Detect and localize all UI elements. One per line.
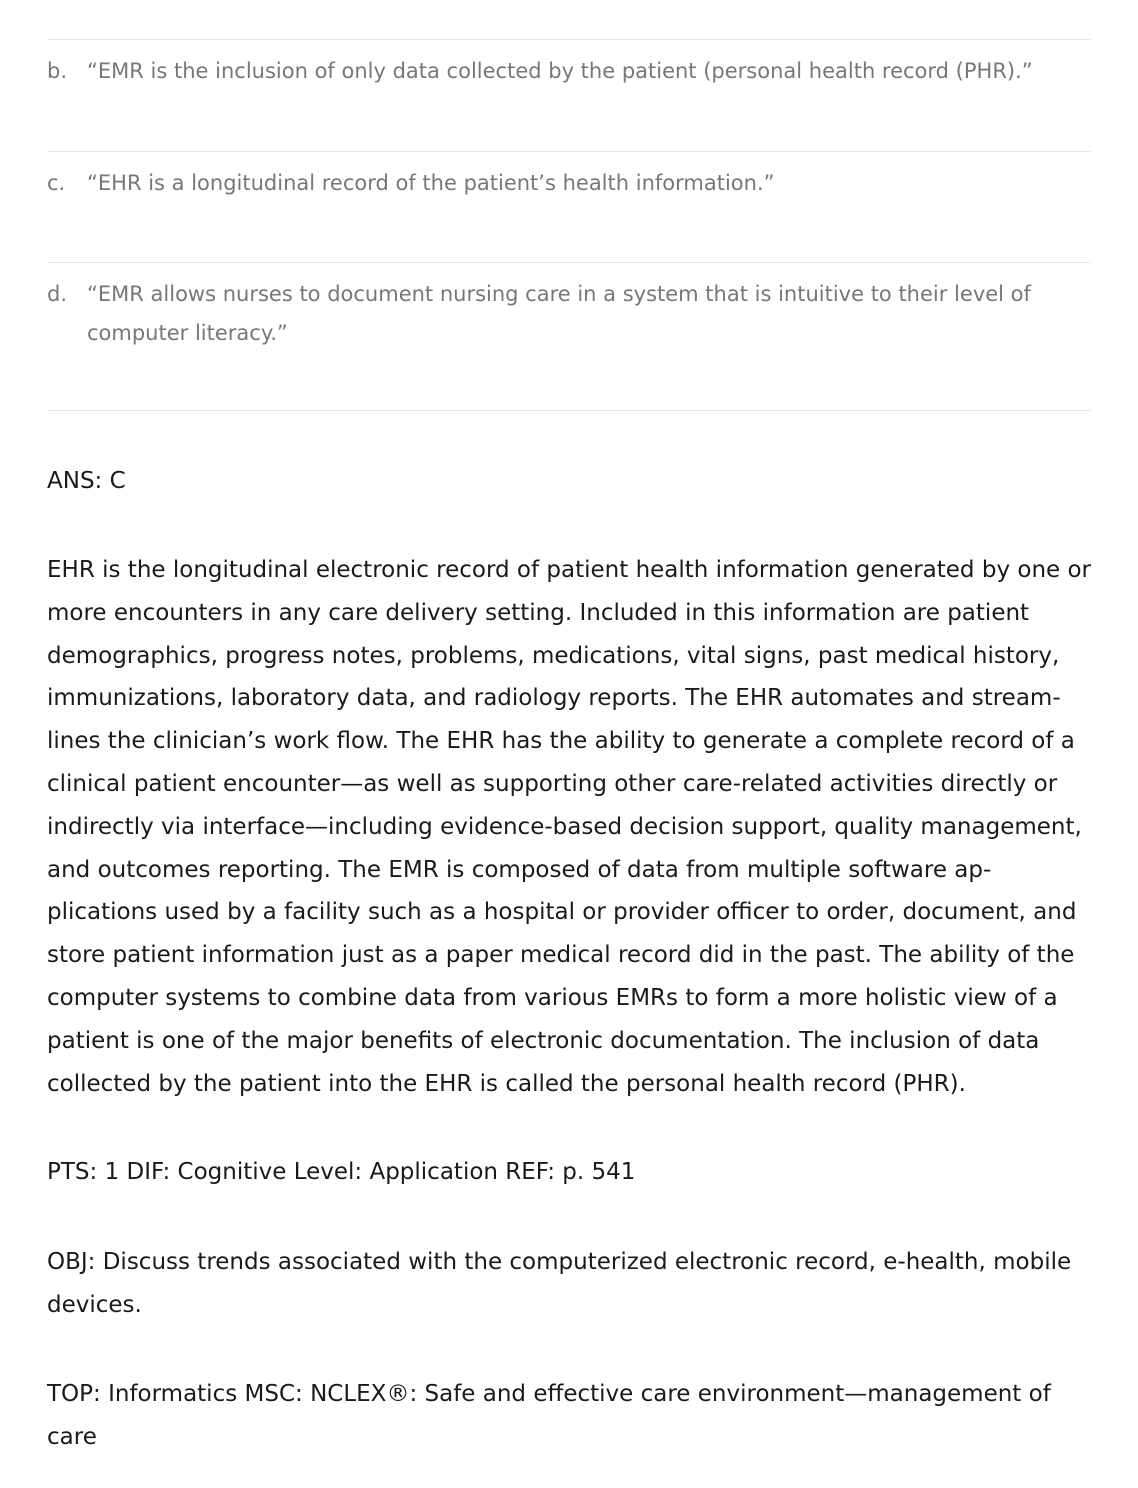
points-difficulty-reference: PTS: 1 DIF: Cognitive Level: Application REF: p. 541 bbox=[47, 1159, 636, 1185]
topic-category: TOP: Informatics MSC: NCLEX®: Safe and effective care environment—management of care bbox=[47, 1381, 1051, 1450]
divider bbox=[47, 410, 1091, 411]
option-text: “EHR is a longitudinal record of the patient’s health information.” bbox=[87, 171, 775, 195]
option-b[interactable] bbox=[47, 39, 1091, 151]
option-letter: d. bbox=[47, 282, 68, 306]
answer-options-list bbox=[47, 39, 1091, 411]
rationale-paragraph: EHR is the longitudinal electronic record of patient health information generated by one or more encounters in any care delivery setting. Included in this information are patient demographics, progress notes, problems, medications, vital signs, past medical history, immunizations, laboratory data, and radiology reports. The EHR automates and streamlines the clinician’s work flow. The EHR has the ability to generate a complete record of a clinical patient encounter—as well as supporting other care-related activities directly or indirectly via interface—including evidence-based decision support, quality management, and outcomes reporting. The EMR is composed of data from multiple software applications used by a facility such as a hospital or provider officer to order, document, and store patient information just as a paper medical record did in the past. The ability of the computer systems to combine data from various EMRs to form a more holistic view of a patient is one of the major benefits of electronic documentation. The inclusion of data collected by the patient into the EHR is called the personal health record (PHR). bbox=[47, 557, 1092, 1097]
option-letter: c. bbox=[47, 171, 66, 195]
option-d[interactable] bbox=[47, 262, 1091, 410]
option-c[interactable] bbox=[47, 151, 1091, 262]
option-text: “EMR is the inclusion of only data collected by the patient (personal health record (PHR).” bbox=[87, 59, 1033, 83]
answer-key: ANS: C bbox=[47, 468, 126, 494]
option-letter: b. bbox=[47, 59, 68, 83]
objective: OBJ: Discuss trends associated with the computerized electronic record, e-health, mobile devices. bbox=[47, 1249, 1072, 1318]
option-text: “EMR allows nurses to document nursing care in a system that is intuitive to their level of computer literacy.” bbox=[87, 282, 1031, 345]
